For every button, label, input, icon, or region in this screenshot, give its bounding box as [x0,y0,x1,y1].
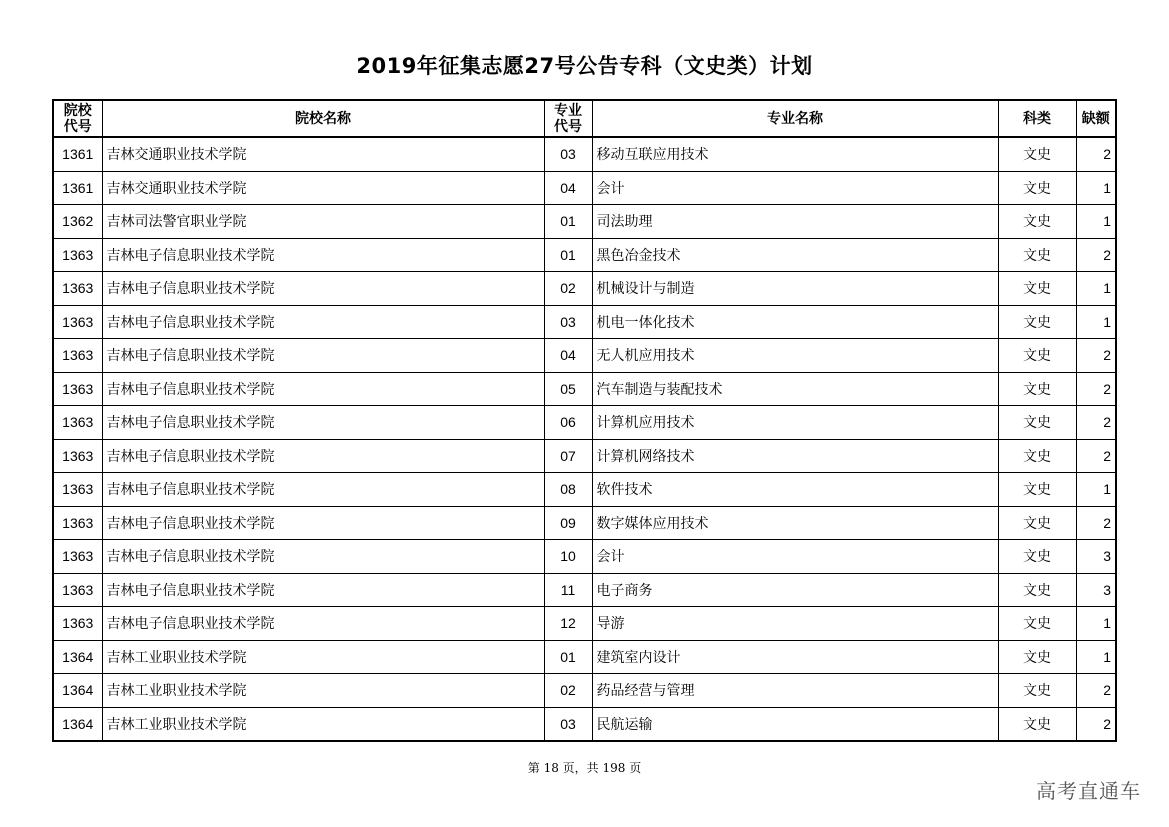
header-vacancy: 缺额 [1076,100,1116,137]
cell-major-code: 01 [544,205,592,239]
cell-school-name: 吉林电子信息职业技术学院 [102,272,544,306]
cell-school-name: 吉林交通职业技术学院 [102,171,544,205]
table-row [53,506,1116,540]
cell-vacancy: 2 [1076,406,1116,440]
table-row [53,372,1116,406]
cell-school-name: 吉林电子信息职业技术学院 [102,305,544,339]
cell-category: 文史 [998,137,1076,171]
cell-school-name: 吉林工业职业技术学院 [102,674,544,708]
page-title: 2019年征集志愿27号公告专科（文史类）计划 [356,54,813,78]
cell-school-name: 吉林电子信息职业技术学院 [102,573,544,607]
cell-major-code: 08 [544,473,592,507]
cell-vacancy: 3 [1076,573,1116,607]
table-row [53,473,1116,507]
cell-school-code: 1364 [53,674,102,708]
cell-school-code: 1363 [53,406,102,440]
cell-school-code: 1361 [53,171,102,205]
cell-major-code: 04 [544,339,592,373]
table-row [53,339,1116,373]
cell-school-name: 吉林电子信息职业技术学院 [102,339,544,373]
cell-major-name: 计算机应用技术 [592,406,998,440]
cell-school-code: 1364 [53,640,102,674]
cell-major-code: 03 [544,707,592,741]
cell-major-name: 司法助理 [592,205,998,239]
cell-major-code: 05 [544,372,592,406]
cell-major-code: 12 [544,607,592,641]
cell-vacancy: 2 [1076,238,1116,272]
cell-vacancy: 1 [1076,640,1116,674]
cell-major-name: 机械设计与制造 [592,272,998,306]
cell-vacancy: 2 [1076,506,1116,540]
cell-vacancy: 1 [1076,607,1116,641]
cell-major-name: 会计 [592,540,998,574]
cell-vacancy: 1 [1076,205,1116,239]
cell-category: 文史 [998,640,1076,674]
cell-category: 文史 [998,305,1076,339]
table-row [53,674,1116,708]
cell-school-name: 吉林电子信息职业技术学院 [102,506,544,540]
cell-vacancy: 1 [1076,473,1116,507]
page-footer: 第 18 页，共 198 页 [527,761,642,775]
cell-school-code: 1363 [53,573,102,607]
cell-major-code: 06 [544,406,592,440]
cell-school-name: 吉林电子信息职业技术学院 [102,473,544,507]
header-major-name: 专业名称 [592,100,998,137]
cell-vacancy: 1 [1076,272,1116,306]
cell-school-name: 吉林电子信息职业技术学院 [102,439,544,473]
cell-major-name: 汽车制造与装配技术 [592,372,998,406]
cell-school-code: 1362 [53,205,102,239]
cell-major-name: 数字媒体应用技术 [592,506,998,540]
table-row [53,137,1116,171]
cell-major-code: 01 [544,238,592,272]
table-row [53,305,1116,339]
cell-vacancy: 2 [1076,674,1116,708]
cell-category: 文史 [998,339,1076,373]
cell-school-name: 吉林电子信息职业技术学院 [102,540,544,574]
cell-category: 文史 [998,171,1076,205]
cell-school-code: 1363 [53,506,102,540]
cell-vacancy: 1 [1076,171,1116,205]
table-row [53,540,1116,574]
cell-school-name: 吉林交通职业技术学院 [102,137,544,171]
cell-category: 文史 [998,238,1076,272]
cell-vacancy: 2 [1076,339,1116,373]
cell-school-code: 1363 [53,305,102,339]
plan-table [52,99,1117,742]
header-school-name: 院校名称 [102,100,544,137]
cell-major-name: 移动互联应用技术 [592,137,998,171]
table-row [53,406,1116,440]
cell-category: 文史 [998,506,1076,540]
cell-category: 文史 [998,607,1076,641]
cell-school-name: 吉林电子信息职业技术学院 [102,607,544,641]
cell-major-code: 07 [544,439,592,473]
cell-major-code: 02 [544,272,592,306]
cell-major-name: 建筑室内设计 [592,640,998,674]
cell-vacancy: 3 [1076,540,1116,574]
cell-major-name: 会计 [592,171,998,205]
cell-school-code: 1364 [53,707,102,741]
watermark: 高考直通车 [1036,779,1141,803]
cell-major-code: 10 [544,540,592,574]
cell-vacancy: 1 [1076,305,1116,339]
table-row [53,707,1116,741]
cell-category: 文史 [998,707,1076,741]
cell-school-code: 1363 [53,372,102,406]
cell-vacancy: 2 [1076,707,1116,741]
cell-category: 文史 [998,674,1076,708]
cell-school-name: 吉林工业职业技术学院 [102,640,544,674]
cell-major-name: 导游 [592,607,998,641]
table-row [53,238,1116,272]
cell-major-code: 04 [544,171,592,205]
table-row [53,573,1116,607]
header-category: 科类 [998,100,1076,137]
cell-major-name: 软件技术 [592,473,998,507]
table-row [53,640,1116,674]
cell-major-code: 11 [544,573,592,607]
cell-school-code: 1363 [53,540,102,574]
cell-school-name: 吉林司法警官职业学院 [102,205,544,239]
table-row [53,171,1116,205]
cell-vacancy: 2 [1076,439,1116,473]
cell-category: 文史 [998,406,1076,440]
cell-category: 文史 [998,540,1076,574]
cell-category: 文史 [998,272,1076,306]
table-body [53,137,1116,741]
table-row [53,439,1116,473]
cell-major-name: 计算机网络技术 [592,439,998,473]
cell-school-code: 1361 [53,137,102,171]
cell-category: 文史 [998,372,1076,406]
cell-major-name: 民航运输 [592,707,998,741]
cell-school-code: 1363 [53,238,102,272]
cell-major-name: 机电一体化技术 [592,305,998,339]
table-row [53,607,1116,641]
cell-major-name: 电子商务 [592,573,998,607]
header-school-code: 院校代号 [53,100,102,137]
cell-school-code: 1363 [53,339,102,373]
cell-category: 文史 [998,439,1076,473]
cell-category: 文史 [998,473,1076,507]
cell-school-name: 吉林工业职业技术学院 [102,707,544,741]
cell-major-name: 药品经营与管理 [592,674,998,708]
cell-major-code: 03 [544,305,592,339]
cell-school-code: 1363 [53,272,102,306]
cell-major-code: 01 [544,640,592,674]
cell-school-code: 1363 [53,473,102,507]
cell-school-name: 吉林电子信息职业技术学院 [102,238,544,272]
cell-category: 文史 [998,573,1076,607]
table-header-row [53,100,1116,137]
cell-vacancy: 2 [1076,372,1116,406]
cell-school-name: 吉林电子信息职业技术学院 [102,406,544,440]
table-row [53,272,1116,306]
cell-major-code: 03 [544,137,592,171]
header-major-code: 专业代号 [544,100,592,137]
cell-school-code: 1363 [53,439,102,473]
table-row [53,205,1116,239]
cell-category: 文史 [998,205,1076,239]
cell-school-code: 1363 [53,607,102,641]
cell-major-name: 黑色冶金技术 [592,238,998,272]
cell-major-code: 09 [544,506,592,540]
cell-major-code: 02 [544,674,592,708]
cell-vacancy: 2 [1076,137,1116,171]
cell-major-name: 无人机应用技术 [592,339,998,373]
cell-school-name: 吉林电子信息职业技术学院 [102,372,544,406]
